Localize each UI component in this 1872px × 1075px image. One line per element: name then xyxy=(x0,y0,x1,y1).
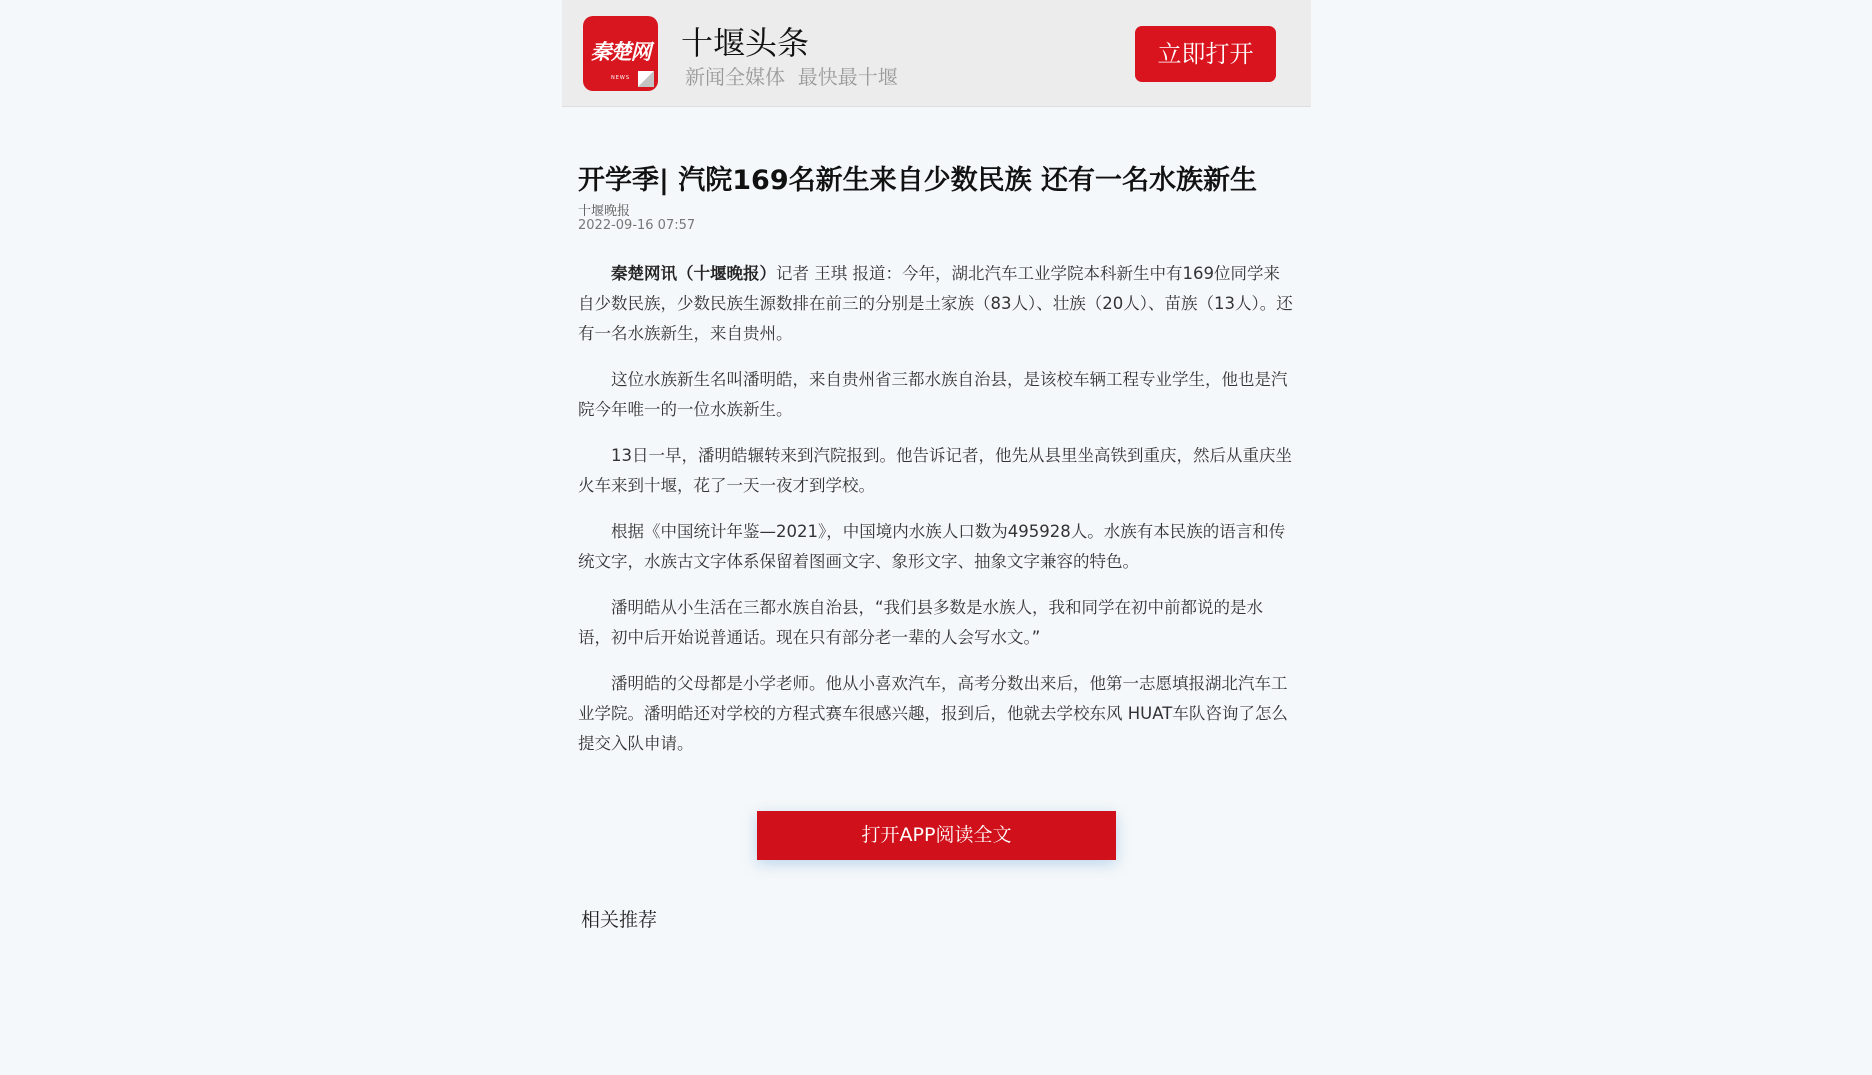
logo-subtext: NEWS xyxy=(610,75,631,81)
open-app-button[interactable]: 立即打开 xyxy=(1135,26,1276,82)
app-download-banner xyxy=(562,0,1311,107)
article-lead: 秦楚网讯（十堰晚报） xyxy=(611,264,776,283)
article-body xyxy=(578,259,1295,775)
article-paragraph: 潘明皓的父母都是小学老师。他从小喜欢汽车，高考分数出来后，他第一志愿填报湖北汽车工业学院。潘明皓还对学校的方程式赛车很感兴趣，报到后，他就去学校东风 HUAT车队咨询了怎么提交入队申请。 xyxy=(578,674,1288,753)
article-paragraph: 这位水族新生名叫潘明皓，来自贵州省三都水族自治县，是该校车辆工程专业学生，他也是汽院今年唯一的一位水族新生。 xyxy=(578,370,1288,419)
paragraph-text: 记者 王琪 报道：今年，湖北汽车工业学院本科新生中有169位同学来自少数民族，少数民族生源数排在前三的分别是土家族（83人）、壮族（20人）、苗族（13人）。还有一名水族新生，来自贵州。 xyxy=(578,264,1293,343)
article-source: 十堰晚报 xyxy=(578,204,631,219)
related-recommendations-heading: 相关推荐 xyxy=(581,909,658,931)
article-paragraph xyxy=(578,259,1295,349)
app-logo[interactable] xyxy=(583,16,658,91)
open-app-read-full-button[interactable]: 打开APP阅读全文 xyxy=(757,811,1116,860)
article-paragraph: 根据《中国统计年鉴—2021》，中国境内水族人口数为495928人。水族有本民族的语言和传统文字，水族古文字体系保留着图画文字、象形文字、抽象文字兼容的特色。 xyxy=(578,522,1286,571)
mobile-article-page xyxy=(562,0,1311,1075)
article-title: 开学季| 汽院169名新生来自少数民族 还有一名水族新生 xyxy=(578,165,1258,197)
logo-text: 秦楚网 xyxy=(590,39,651,64)
app-slogan: 新闻全媒体 最快最十堰 xyxy=(685,65,898,89)
article-date: 2022-09-16 07:57 xyxy=(578,218,696,233)
page-curl-icon xyxy=(638,71,654,87)
app-name: 十堰头条 xyxy=(681,24,810,62)
article-paragraph: 潘明皓从小生活在三都水族自治县，“我们县多数是水族人，我和同学在初中前都说的是水语，初中后开始说普通话。现在只有部分老一辈的人会写水文。” xyxy=(578,598,1264,647)
article-paragraph: 13日一早，潘明皓辗转来到汽院报到。他告诉记者，他先从县里坐高铁到重庆，然后从重庆坐火车来到十堰，花了一天一夜才到学校。 xyxy=(578,446,1292,495)
